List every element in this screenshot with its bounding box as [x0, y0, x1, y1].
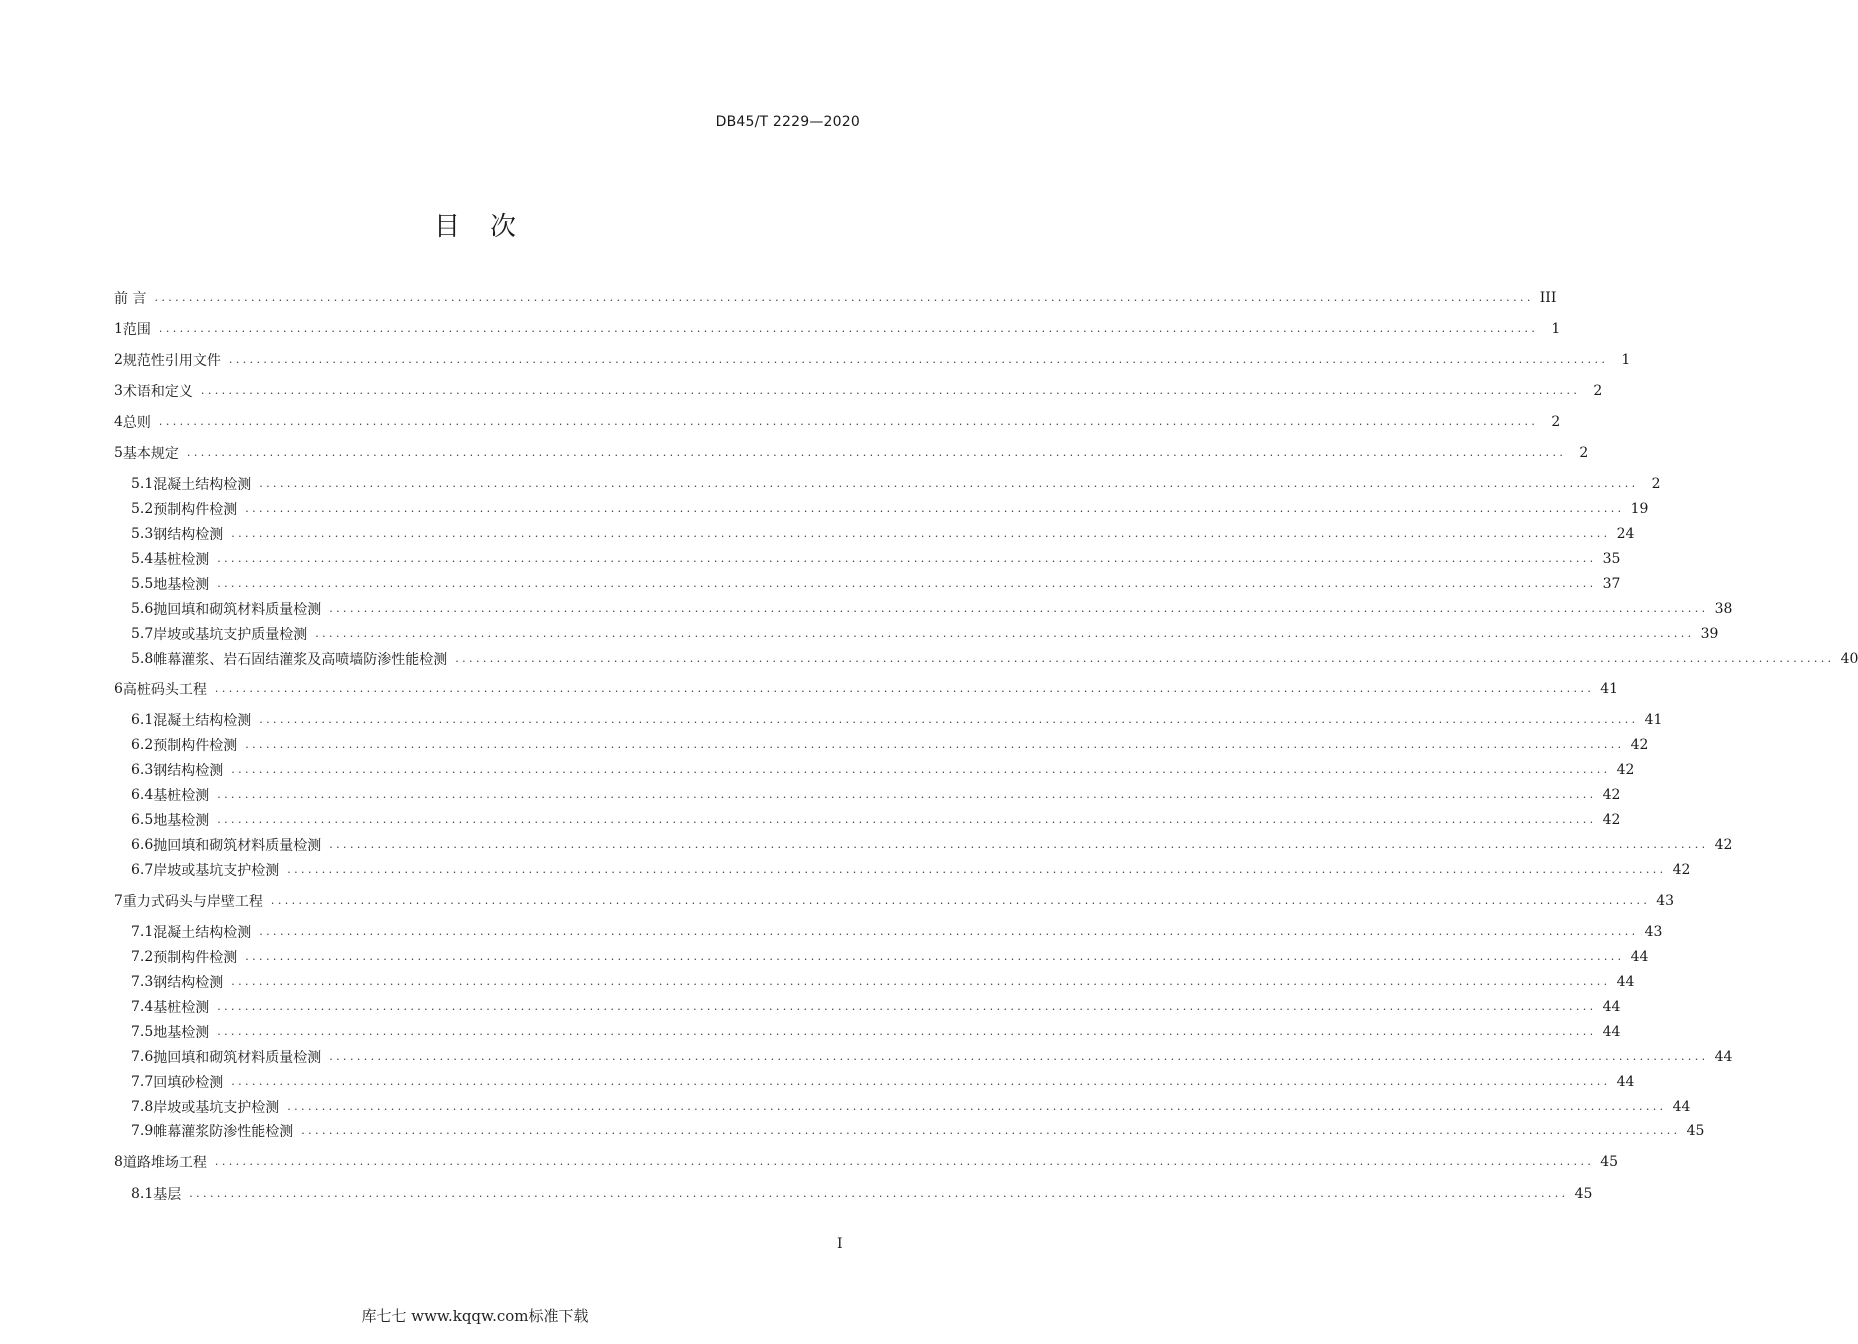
toc-leader-dots: ........................................................................................................................................................................................................ — [186, 446, 1567, 459]
toc-entry-label: 岸坡或基坑支护检测 — [153, 863, 280, 879]
toc-entry-number: 6 — [114, 681, 123, 697]
toc-leader-dots: ........................................................................................................................................................................................................ — [189, 1187, 1569, 1200]
toc-entry-number: 5.3 — [131, 526, 154, 542]
toc-leader-dots: ........................................................................................................................................................................................................ — [228, 353, 1609, 366]
toc-entry-page: 44 — [1672, 1099, 1691, 1115]
toc-entry[interactable] — [131, 859, 1691, 881]
toc-leader-dots: ........................................................................................................................................................................................................ — [270, 894, 1651, 907]
toc-entry-label: 钢结构检测 — [153, 527, 224, 543]
toc-leader-dots: ........................................................................................................................................................................................................ — [231, 975, 1611, 988]
toc-entry[interactable] — [131, 1183, 1593, 1205]
toc-entry-label: 基本规定 — [122, 446, 179, 462]
toc-entry-label: 地基检测 — [153, 1025, 210, 1041]
toc-entry-page: 2 — [1551, 414, 1561, 430]
toc-entry-label: 道路堆场工程 — [122, 1155, 207, 1171]
toc-leader-dots: ........................................................................................................................................................................................................ — [214, 1155, 1595, 1168]
toc-leader-dots: ........................................................................................................................................................................................................ — [217, 813, 1597, 826]
toc-entry[interactable] — [131, 598, 1733, 620]
toc-entry-page: 35 — [1602, 551, 1621, 567]
toc-entry[interactable] — [114, 442, 1589, 464]
toc-entry-label: 规范性引用文件 — [122, 353, 221, 369]
toc-entry-page: 45 — [1686, 1123, 1705, 1139]
toc-leader-dots: ........................................................................................................................................................................................................ — [259, 925, 1639, 938]
toc-entry-page: 42 — [1602, 812, 1621, 828]
watermark-text[interactable]: 库七七 www.kqqw.com标准下载 — [361, 1307, 589, 1325]
toc-leader-dots: ........................................................................................................................................................................................................ — [287, 1100, 1667, 1113]
toc-entry-label: 抛回填和砌筑材料质量检测 — [153, 1050, 322, 1066]
toc-leader-dots: ........................................................................................................................................................................................................ — [455, 652, 1835, 665]
toc-entry-number: 1 — [114, 321, 123, 337]
toc-entry-page: 42 — [1714, 837, 1733, 853]
document-code: DB45/T 2229—2020 — [715, 114, 860, 130]
toc-leader-dots: ........................................................................................................................................................................................................ — [329, 1050, 1709, 1063]
toc-entry-number: 7.4 — [131, 999, 154, 1015]
toc-entry[interactable] — [131, 996, 1621, 1018]
toc-entry[interactable] — [131, 834, 1733, 856]
toc-entry-page: 43 — [1656, 893, 1675, 909]
toc-entry-number: 7.7 — [131, 1074, 154, 1090]
toc-entry-number: 5.1 — [131, 476, 154, 492]
toc-entry[interactable] — [131, 1096, 1691, 1118]
toc-entry-number: 7.9 — [131, 1123, 154, 1139]
toc-entry[interactable] — [131, 971, 1635, 993]
toc-leader-dots: ........................................................................................................................................................................................................ — [200, 384, 1581, 397]
toc-entry-number: 6.1 — [131, 712, 154, 728]
toc-entry-page: 1 — [1621, 352, 1631, 368]
toc-entry-label: 抛回填和砌筑材料质量检测 — [153, 602, 322, 618]
toc-entry-number: 7.8 — [131, 1099, 154, 1115]
toc-entry-page: 44 — [1616, 974, 1635, 990]
toc-entry-number: 5.5 — [131, 576, 154, 592]
toc-entry-page: 39 — [1700, 626, 1719, 642]
toc-entry[interactable] — [131, 498, 1649, 520]
toc-entry-number: 5.6 — [131, 601, 154, 617]
toc-entry-label: 钢结构检测 — [153, 975, 224, 991]
toc-entry-label: 范围 — [122, 322, 151, 338]
toc-entry-label: 基桩检测 — [153, 788, 210, 804]
toc-entry[interactable] — [114, 678, 1619, 700]
toc-entry-page: 42 — [1602, 787, 1621, 803]
toc-entry-page: 41 — [1600, 681, 1619, 697]
toc-entry-number: 4 — [114, 414, 123, 430]
toc-entry[interactable] — [131, 1071, 1635, 1093]
toc-entry-label: 帷幕灌浆、岩石固结灌浆及高喷墙防渗性能检测 — [153, 652, 448, 668]
toc-entry-label: 回填砂检测 — [153, 1075, 224, 1091]
toc-entry-label: 高桩码头工程 — [122, 682, 207, 698]
toc-leader-dots: ........................................................................................................................................................................................................ — [158, 415, 1539, 428]
toc-leader-dots: ........................................................................................................................................................................................................ — [217, 1000, 1597, 1013]
toc-entry-number: 2 — [114, 352, 123, 368]
toc-entry-number: 5.4 — [131, 551, 154, 567]
toc-entry[interactable] — [131, 573, 1621, 595]
toc-entry[interactable] — [131, 1046, 1733, 1068]
toc-leader-dots: ........................................................................................................................................................................................................ — [217, 788, 1597, 801]
toc-entry-number: 6.5 — [131, 812, 154, 828]
toc-entry-number: 3 — [114, 383, 123, 399]
toc-entry[interactable] — [131, 946, 1649, 968]
toc-entry[interactable] — [131, 734, 1649, 756]
toc-entry-page: 24 — [1616, 526, 1635, 542]
toc-entry-number: 6.7 — [131, 862, 154, 878]
toc-entry-label: 混凝土结构检测 — [153, 925, 252, 941]
toc-entry-page: 42 — [1616, 762, 1635, 778]
toc-entry-number: 7.6 — [131, 1049, 154, 1065]
toc-entry-label: 地基检测 — [153, 813, 210, 829]
toc-entry[interactable] — [131, 759, 1635, 781]
toc-leader-dots: ........................................................................................................................................................................................................ — [217, 552, 1597, 565]
toc-entry-number: 5 — [114, 445, 123, 461]
toc-leader-dots: ........................................................................................................................................................................................................ — [329, 838, 1709, 851]
toc-entry-number: 8.1 — [131, 1186, 154, 1202]
toc-entry-number: 6.2 — [131, 737, 154, 753]
toc-leader-dots: ........................................................................................................................................................................................................ — [287, 863, 1667, 876]
toc-entry[interactable] — [131, 648, 1858, 670]
toc-entry-label: 基桩检测 — [153, 552, 210, 568]
toc-entry-page: 41 — [1644, 712, 1663, 728]
toc-entry-page: 38 — [1714, 601, 1733, 617]
toc-entry[interactable] — [131, 709, 1663, 731]
toc-leader-dots: ........................................................................................................................................................................................................ — [231, 1075, 1611, 1088]
toc-leader-dots: ........................................................................................................................................................................................................ — [214, 682, 1595, 695]
toc-entry-label: 混凝土结构检测 — [153, 713, 252, 729]
toc-entry-page: 44 — [1602, 999, 1621, 1015]
toc-title: 目次 — [433, 212, 546, 242]
toc-entry-label: 预制构件检测 — [153, 738, 238, 754]
toc-entry-label: 总则 — [122, 415, 151, 431]
toc-entry-label: 岸坡或基坑支护检测 — [153, 1100, 280, 1116]
toc-entry-page: 45 — [1574, 1186, 1593, 1202]
toc-entry-label: 帷幕灌浆防渗性能检测 — [153, 1124, 294, 1140]
toc-entry-label: 重力式码头与岸壁工程 — [122, 894, 263, 910]
toc-entry[interactable] — [114, 349, 1631, 371]
toc-entry-page: 19 — [1630, 501, 1649, 517]
toc-leader-dots: ........................................................................................................................................................................................................ — [301, 1124, 1681, 1137]
toc-entry-page: 42 — [1672, 862, 1691, 878]
toc-entry-page: 43 — [1644, 924, 1663, 940]
toc-leader-dots: ........................................................................................................................................................................................................ — [245, 502, 1625, 515]
toc-entry[interactable] — [131, 623, 1719, 645]
toc-entry-page: III — [1539, 290, 1557, 306]
toc-entry-label: 岸坡或基坑支护质量检测 — [153, 627, 308, 643]
toc-entry-label: 术语和定义 — [122, 384, 193, 400]
toc-entry[interactable] — [114, 890, 1675, 912]
toc-entry[interactable] — [114, 380, 1603, 402]
toc-entry-number: 6.3 — [131, 762, 154, 778]
toc-entry-label: 预制构件检测 — [153, 950, 238, 966]
toc-entry-number: 5.8 — [131, 651, 154, 667]
toc-entry-label: 抛回填和砌筑材料质量检测 — [153, 838, 322, 854]
toc-entry[interactable] — [131, 473, 1661, 495]
toc-entry-number: 5.2 — [131, 501, 154, 517]
toc-entry[interactable] — [114, 411, 1561, 433]
toc-entry-label: 钢结构检测 — [153, 763, 224, 779]
toc-entry[interactable] — [131, 523, 1635, 545]
toc-entry[interactable] — [114, 287, 1557, 309]
toc-entry-number: 7.1 — [131, 924, 154, 940]
toc-entry-number: 8 — [114, 1154, 123, 1170]
toc-leader-dots: ........................................................................................................................................................................................................ — [231, 527, 1611, 540]
toc-entry-number: 7.2 — [131, 949, 154, 965]
toc-entry-page: 44 — [1602, 1024, 1621, 1040]
toc-entry[interactable] — [114, 318, 1561, 340]
page-number: I — [837, 1236, 843, 1252]
toc-entry-label: 预制构件检测 — [153, 502, 238, 518]
toc-entry-label: 基桩检测 — [153, 1000, 210, 1016]
toc-entry-page: 2 — [1593, 383, 1603, 399]
toc-entry[interactable] — [131, 784, 1621, 806]
toc-entry-number: 5.7 — [131, 626, 154, 642]
toc-entry-label: 前 言 — [114, 291, 147, 307]
toc-leader-dots: ........................................................................................................................................................................................................ — [217, 577, 1597, 590]
toc-entry-number: 6.4 — [131, 787, 154, 803]
toc-entry-label: 地基检测 — [153, 577, 210, 593]
toc-leader-dots: ........................................................................................................................................................................................................ — [154, 291, 1534, 304]
toc-entry-label: 混凝土结构检测 — [153, 477, 252, 493]
toc-leader-dots: ........................................................................................................................................................................................................ — [259, 477, 1639, 490]
toc-entry-label: 基层 — [153, 1187, 182, 1203]
toc-entry-page: 42 — [1630, 737, 1649, 753]
toc-leader-dots: ........................................................................................................................................................................................................ — [231, 763, 1611, 776]
toc-entry-page: 1 — [1551, 321, 1561, 337]
toc-entry-number: 7 — [114, 893, 123, 909]
toc-leader-dots: ........................................................................................................................................................................................................ — [245, 738, 1625, 751]
toc-entry[interactable] — [131, 1120, 1705, 1142]
toc-entry[interactable] — [131, 809, 1621, 831]
toc-leader-dots: ........................................................................................................................................................................................................ — [158, 322, 1539, 335]
toc-entry-page: 2 — [1651, 476, 1661, 492]
toc-entry[interactable] — [131, 1021, 1621, 1043]
toc-entry-page: 37 — [1602, 576, 1621, 592]
toc-entry-page: 45 — [1600, 1154, 1619, 1170]
toc-entry-page: 2 — [1579, 445, 1589, 461]
toc-entry-number: 7.5 — [131, 1024, 154, 1040]
toc-entry-page: 44 — [1714, 1049, 1733, 1065]
toc-leader-dots: ........................................................................................................................................................................................................ — [259, 713, 1639, 726]
toc-entry-page: 44 — [1616, 1074, 1635, 1090]
toc-entry-page: 44 — [1630, 949, 1649, 965]
toc-entry[interactable] — [131, 548, 1621, 570]
toc-entry[interactable] — [114, 1151, 1619, 1173]
toc-leader-dots: ........................................................................................................................................................................................................ — [245, 950, 1625, 963]
toc-entry-number: 6.6 — [131, 837, 154, 853]
toc-leader-dots: ........................................................................................................................................................................................................ — [329, 602, 1709, 615]
toc-entry-page: 40 — [1840, 651, 1858, 667]
toc-entry-number: 7.3 — [131, 974, 154, 990]
toc-leader-dots: ........................................................................................................................................................................................................ — [217, 1025, 1597, 1038]
toc-leader-dots: ........................................................................................................................................................................................................ — [315, 627, 1695, 640]
toc-entry[interactable] — [131, 921, 1663, 943]
